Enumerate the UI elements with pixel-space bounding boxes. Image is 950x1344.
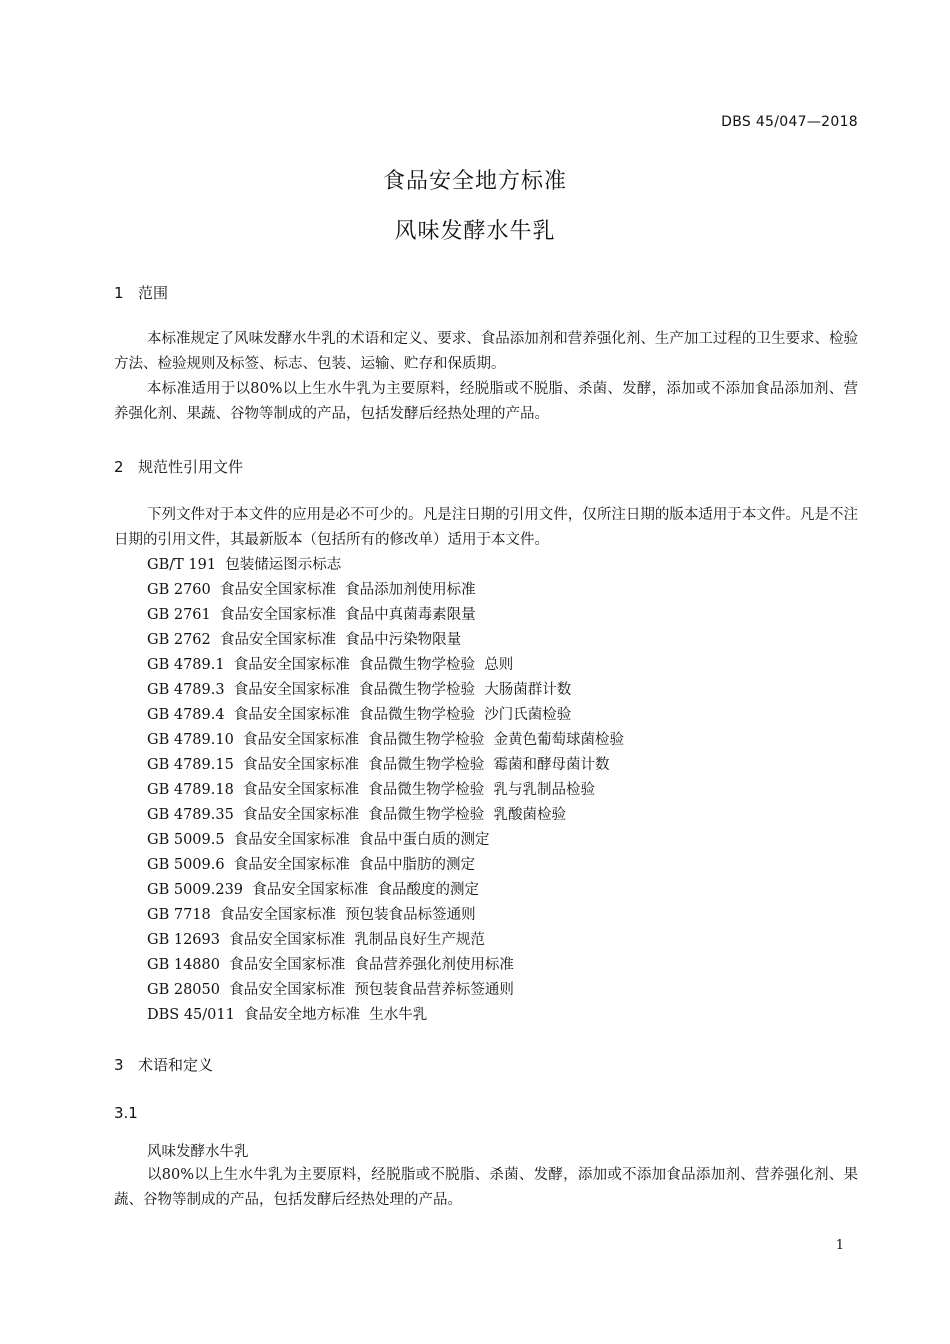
reference-item: GB 5009.5 食品安全国家标准 食品中蛋白质的测定 [147,832,490,848]
reference-item: DBS 45/011 食品安全地方标准 生水牛乳 [147,1007,428,1023]
reference-item: GB 7718 食品安全国家标准 预包装食品标签通则 [147,907,476,923]
reference-item: GB 2760 食品安全国家标准 食品添加剂使用标准 [147,582,476,598]
reference-item: GB 14880 食品安全国家标准 食品营养强化剂使用标准 [147,957,514,973]
reference-item: GB/T 191 包装储运图示标志 [147,557,342,573]
reference-item: GB 28050 食品安全国家标准 预包装食品营养标签通则 [147,982,514,998]
section-number: 3 [114,1056,124,1074]
page-number: 1 [835,1238,844,1253]
reference-item: GB 4789.3 食品安全国家标准 食品微生物学检验 大肠菌群计数 [147,682,572,698]
reference-item: GB 4789.1 食品安全国家标准 食品微生物学检验 总则 [147,657,514,673]
reference-list [147,553,624,1028]
section-title: 规范性引用文件 [138,458,244,476]
document-subtitle: 风味发酵水牛乳 [394,219,556,244]
section-heading-terms [114,1054,213,1075]
reference-item: GB 5009.6 食品安全国家标准 食品中脂肪的测定 [147,857,476,873]
reference-item: GB 4789.35 食品安全国家标准 食品微生物学检验 乳酸菌检验 [147,807,566,823]
term-definition: 以80%以上生水牛乳为主要原料，经脱脂或不脱脂、杀菌、发酵，添加或不添加食品添加剂、营养强化剂、果蔬、谷物等制成的产品，包括发酵后经热处理的产品。 [114,1167,858,1208]
section-heading-references [114,456,243,477]
references-intro: 下列文件对于本文件的应用是必不可少的。凡是注日期的引用文件，仅所注日期的版本适用于本文件。凡是不注日期的引用文件，其最新版本（包括所有的修改单）适用于本文件。 [114,507,858,548]
document-title: 食品安全地方标准 [382,169,567,194]
scope-paragraph-1: 本标准规定了风味发酵水牛乳的术语和定义、要求、食品添加剂和营养强化剂、生产加工过程的卫生要求、检验方法、检验规则及标签、标志、包装、运输、贮存和保质期。 [114,331,858,372]
reference-item: GB 12693 食品安全国家标准 乳制品良好生产规范 [147,932,485,948]
standard-code: DBS 45/047—2018 [721,114,858,130]
section-number: 2 [114,458,124,476]
section-number: 1 [114,284,124,302]
reference-item: GB 5009.239 食品安全国家标准 食品酸度的测定 [147,882,479,898]
reference-item: GB 4789.10 食品安全国家标准 食品微生物学检验 金黄色葡萄球菌检验 [147,732,624,748]
section-title: 范围 [138,284,169,302]
section-heading-scope [114,282,168,303]
scope-paragraph-2: 本标准适用于以80%以上生水牛乳为主要原料，经脱脂或不脱脂、杀菌、发酵，添加或不添加食品添加剂、营养强化剂、果蔬、谷物等制成的产品，包括发酵后经热处理的产品。 [114,381,858,422]
reference-item: GB 4789.15 食品安全国家标准 食品微生物学检验 霉菌和酵母菌计数 [147,757,610,773]
subsection-number: 3.1 [114,1104,138,1122]
term-name: 风味发酵水牛乳 [147,1144,249,1160]
reference-item: GB 4789.18 食品安全国家标准 食品微生物学检验 乳与乳制品检验 [147,782,595,798]
reference-item: GB 2762 食品安全国家标准 食品中污染物限量 [147,632,462,648]
reference-item: GB 4789.4 食品安全国家标准 食品微生物学检验 沙门氏菌检验 [147,707,572,723]
section-title: 术语和定义 [138,1056,214,1074]
reference-item: GB 2761 食品安全国家标准 食品中真菌毒素限量 [147,607,476,623]
